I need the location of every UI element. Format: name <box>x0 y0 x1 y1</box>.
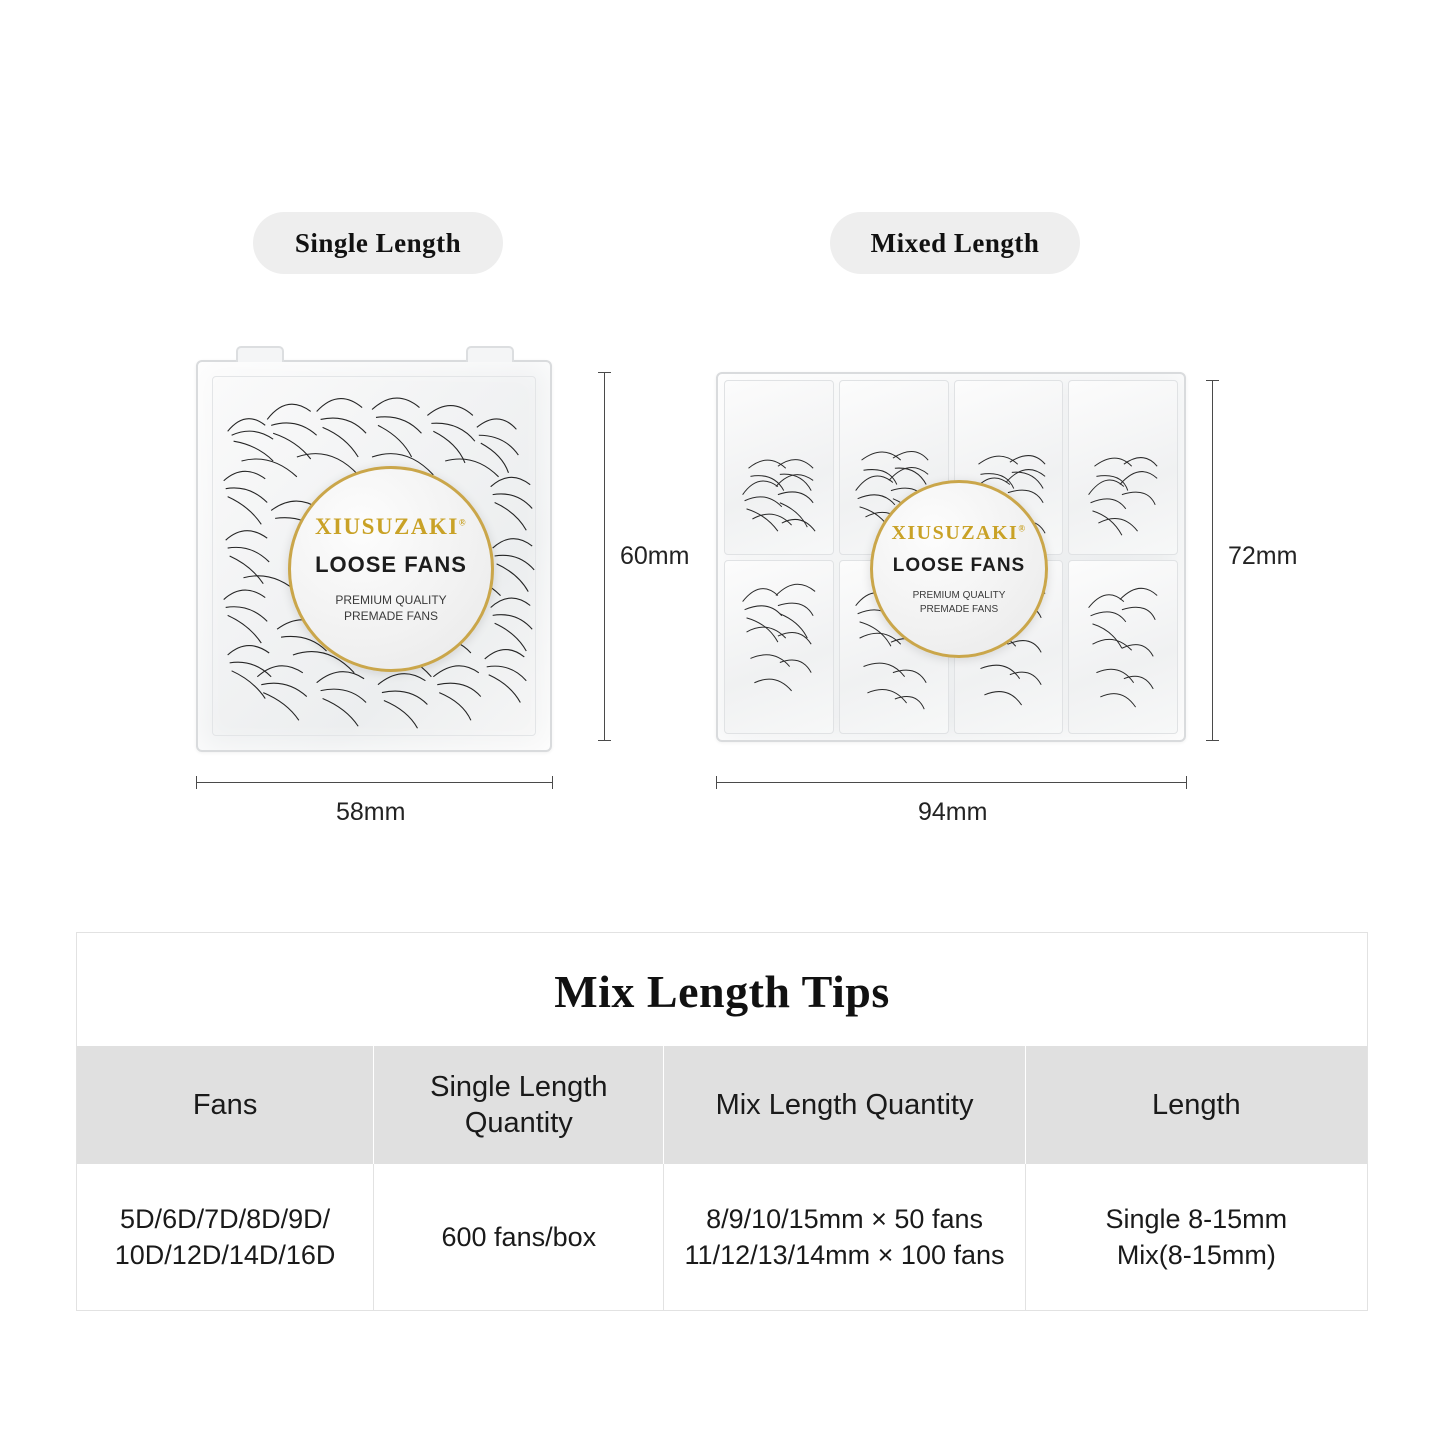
cell-single-quantity: 600 fans/box <box>374 1164 664 1310</box>
column-header-single-length-quantity <box>374 1046 664 1164</box>
brand-label-mixed <box>870 480 1048 658</box>
column-header-single-length-quantity-line2: Quantity <box>464 1107 573 1139</box>
brand-tagline-line2: PREMADE FANS <box>919 603 999 615</box>
cell-mix-quantity-line1: 8/9/10/15mm × 50 fans <box>706 1203 983 1234</box>
compartment <box>724 560 834 735</box>
single-height-cap-bottom <box>598 740 611 741</box>
compartment <box>1068 560 1178 735</box>
single-height-label: 60mm <box>620 542 690 570</box>
mixed-width-line <box>716 782 1186 783</box>
mixed-width-label: 94mm <box>918 798 988 826</box>
product-single-length-box <box>196 360 552 752</box>
brand-tagline-line1: PREMIUM QUALITY <box>335 592 447 607</box>
brand-product-name: LOOSE FANS <box>892 555 1026 576</box>
brand-name <box>315 514 467 540</box>
brand-product-name: LOOSE FANS <box>315 551 467 577</box>
label-mixed-length: Mixed Length <box>830 212 1080 274</box>
mixed-height-line <box>1212 380 1213 740</box>
single-height-line <box>604 372 605 740</box>
mixed-height-cap-bottom <box>1206 740 1219 741</box>
brand-tagline <box>913 589 1006 616</box>
mixed-case-body <box>716 372 1186 742</box>
label-single-length: Single Length <box>253 212 503 274</box>
cell-fans-line1: 5D/6D/7D/8D/9D/ <box>120 1203 331 1234</box>
cell-fans-line2: 10D/12D/14D/16D <box>114 1240 336 1270</box>
single-width-cap-left <box>196 776 197 789</box>
single-width-label: 58mm <box>336 798 406 826</box>
brand-name <box>891 522 1026 545</box>
section-labels <box>0 212 1445 274</box>
brand-label-single <box>288 466 494 672</box>
cell-mix-quantity <box>664 1164 1025 1310</box>
table-title: Mix Length Tips <box>554 966 890 1017</box>
table-row <box>77 1164 1367 1310</box>
brand-name-text: XIUSUZAKI <box>314 513 459 539</box>
column-header-single-length-quantity-line1: Single Length <box>430 1070 608 1103</box>
cell-length-line1: Single 8-15mm <box>1105 1203 1288 1234</box>
single-case-hinge-left <box>236 346 284 362</box>
brand-trademark: ® <box>458 517 468 528</box>
mixed-width-cap-right <box>1186 776 1187 789</box>
column-header-fans: Fans <box>77 1046 374 1164</box>
brand-tagline <box>335 592 446 624</box>
cell-fans <box>77 1164 374 1310</box>
column-header-mix-length-quantity: Mix Length Quantity <box>664 1046 1025 1164</box>
mixed-height-label: 72mm <box>1228 542 1298 570</box>
mixed-width-cap-left <box>716 776 717 789</box>
compartment <box>1068 380 1178 555</box>
lash-fans <box>1069 381 1177 554</box>
lash-fans <box>725 561 833 734</box>
cell-mix-quantity-line2: 11/12/13/14mm × 100 fans <box>684 1240 1005 1270</box>
brand-name-text: XIUSUZAKI <box>891 522 1019 544</box>
brand-trademark: ® <box>1018 523 1027 534</box>
specs-table <box>77 1046 1367 1310</box>
single-height-cap-top <box>598 372 611 373</box>
single-width-line <box>196 782 552 783</box>
product-mixed-length-box <box>716 372 1186 742</box>
brand-tagline-line2: PREMADE FANS <box>343 609 438 623</box>
lash-fans <box>1069 561 1177 734</box>
table-header-row <box>77 1046 1367 1164</box>
lash-fans <box>725 381 833 554</box>
cell-length <box>1025 1164 1367 1310</box>
mix-length-tips-table <box>76 932 1368 1311</box>
single-case-body <box>196 360 552 752</box>
single-width-cap-right <box>552 776 553 789</box>
column-header-length: Length <box>1025 1046 1367 1164</box>
cell-length-line2: Mix(8-15mm) <box>1116 1240 1276 1270</box>
compartment <box>724 380 834 555</box>
mixed-height-cap-top <box>1206 380 1219 381</box>
brand-tagline-line1: PREMIUM QUALITY <box>912 590 1006 601</box>
single-case-hinge-right <box>466 346 514 362</box>
